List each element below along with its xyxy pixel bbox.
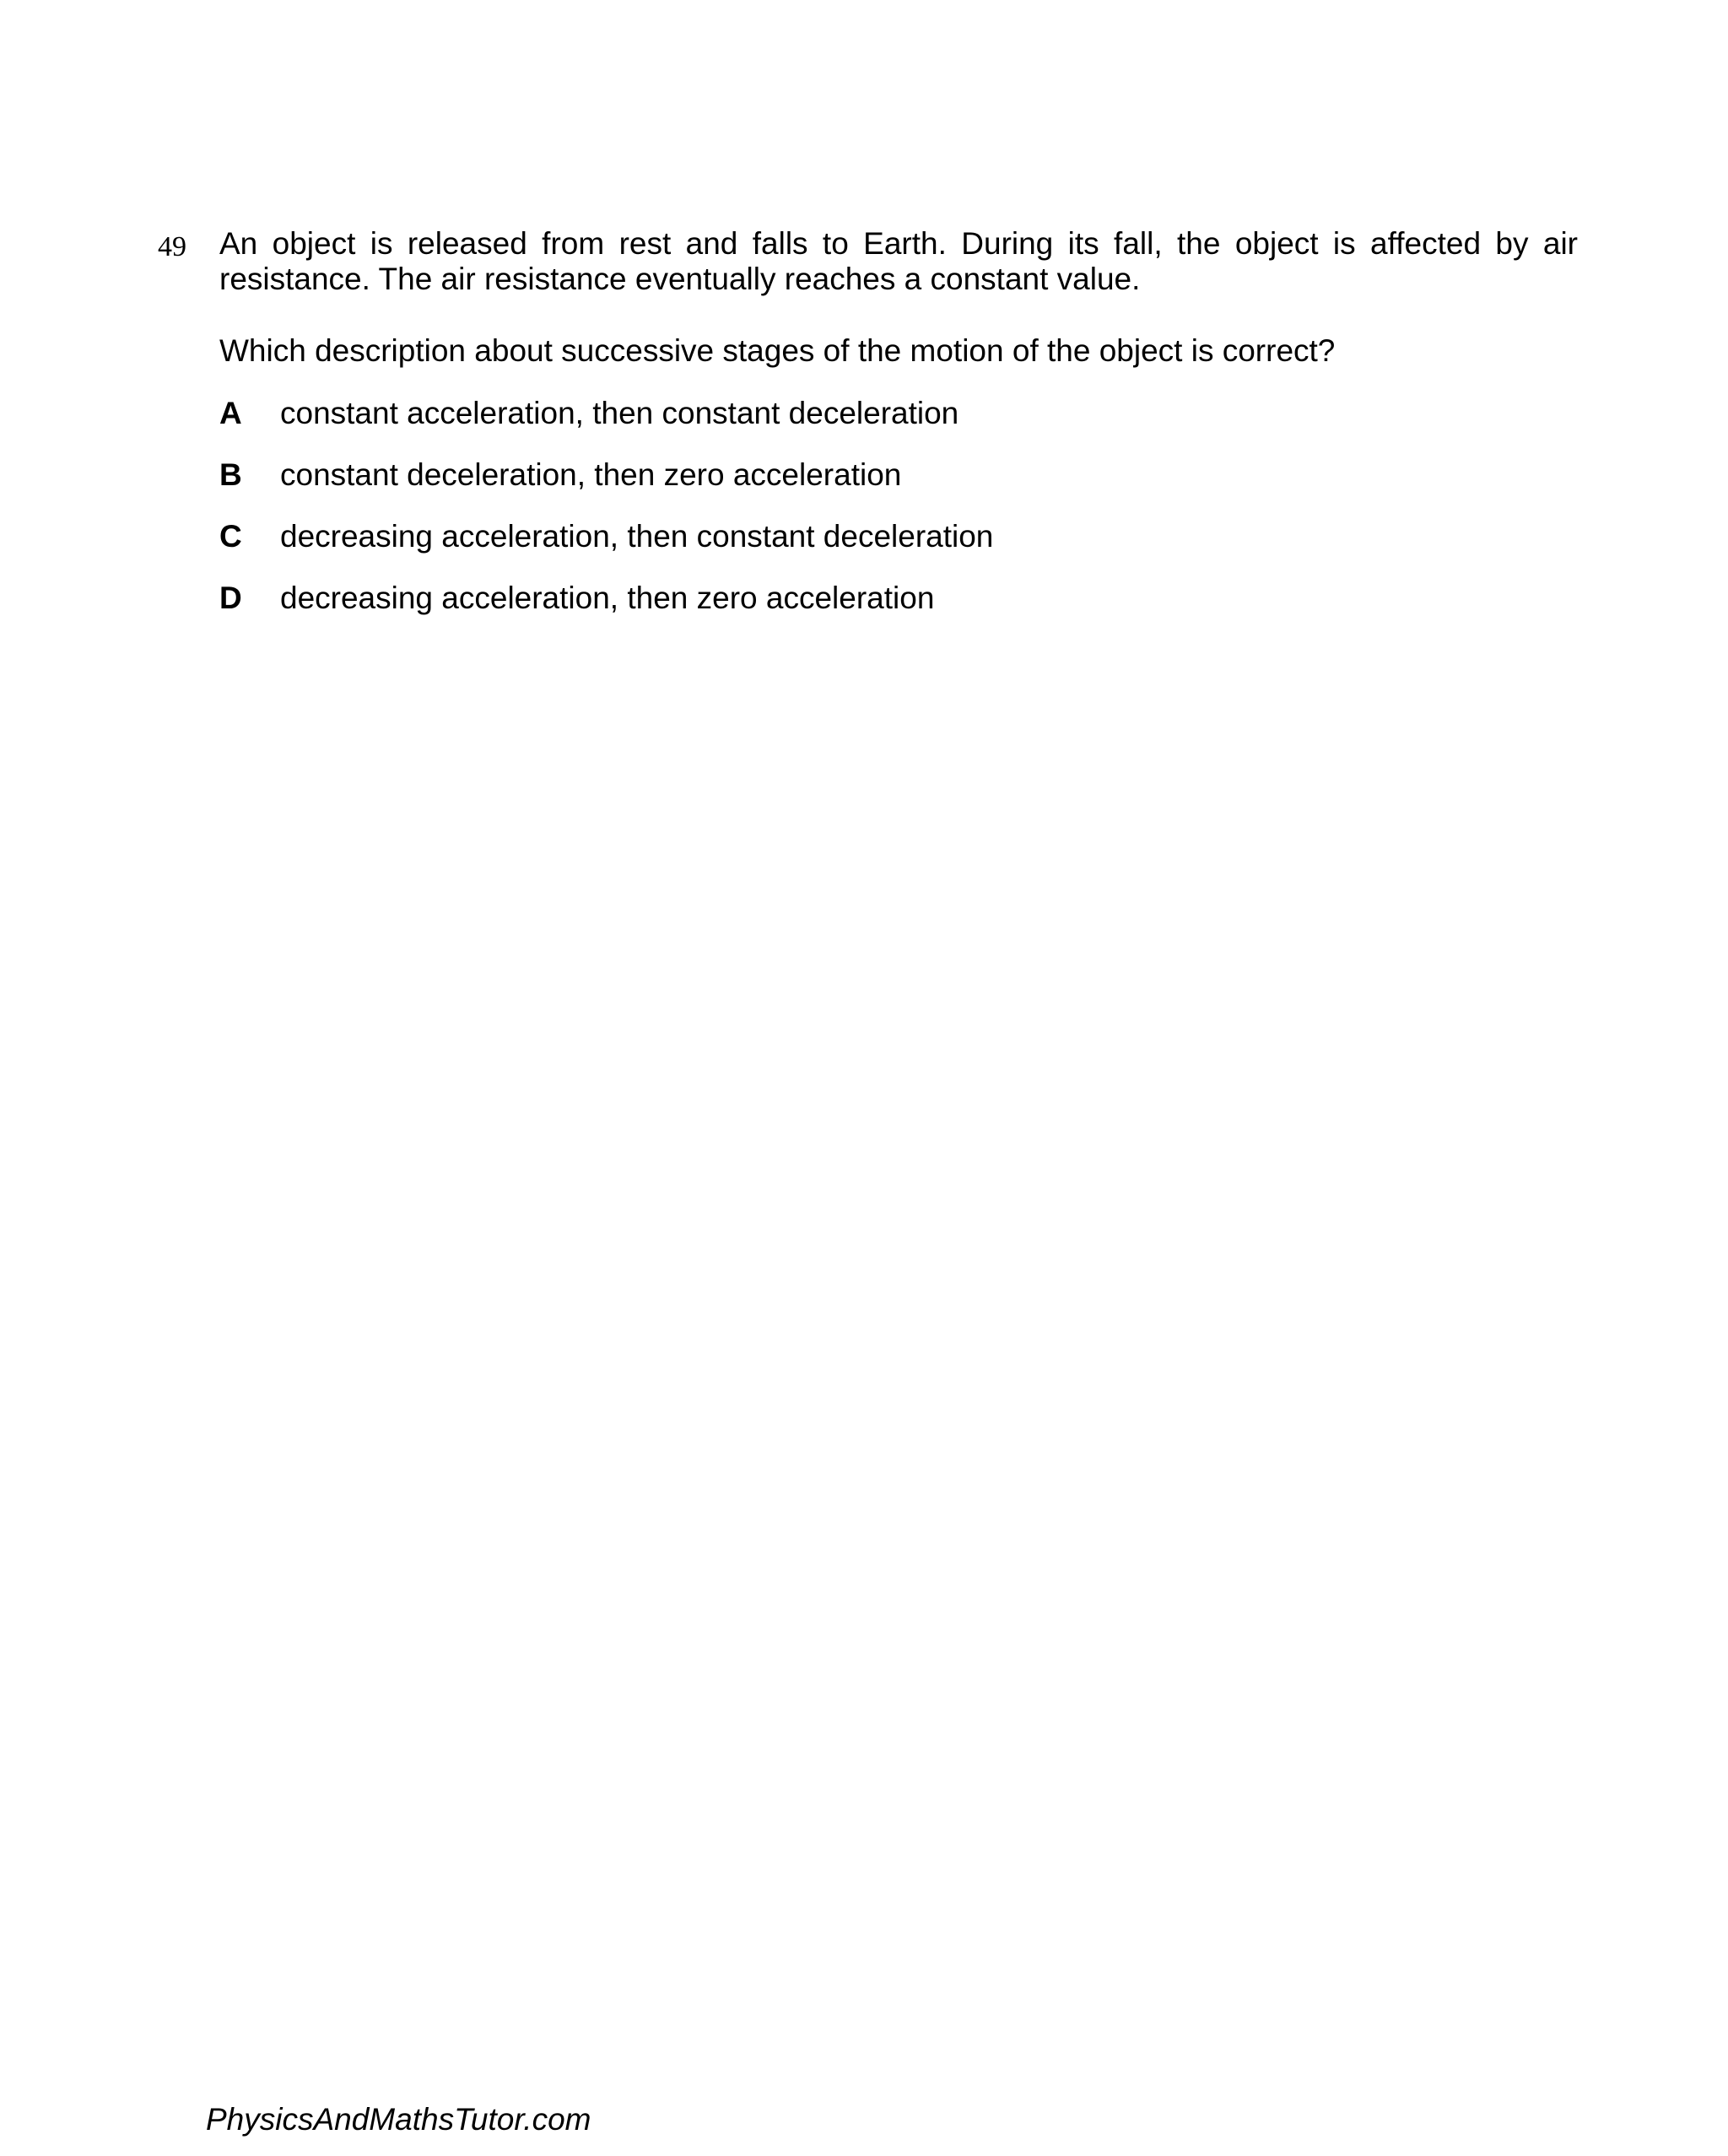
option-letter: D xyxy=(219,581,242,615)
question-body xyxy=(219,226,1578,642)
question-block xyxy=(158,226,1578,642)
option-a xyxy=(219,396,1578,457)
option-text: decreasing acceleration, then constant deceleration xyxy=(280,519,994,554)
option-text: constant acceleration, then constant deceleration xyxy=(280,396,959,430)
question-prompt: Which description about successive stages of the motion of the object is correct? xyxy=(219,333,1336,368)
answer-options xyxy=(219,396,1578,642)
option-c xyxy=(219,519,1578,581)
option-letter: C xyxy=(219,519,242,554)
option-text: constant deceleration, then zero acceleration xyxy=(280,457,902,492)
option-letter: A xyxy=(219,396,242,430)
option-letter: B xyxy=(219,457,242,492)
footer-watermark: PhysicsAndMathsTutor.com xyxy=(206,2102,591,2137)
option-d xyxy=(219,581,1578,642)
question-stem: An object is released from rest and falls to Earth. During its fall, the object is affected by air resistance. The air resistance eventually reaches a constant value. xyxy=(219,226,1578,296)
option-b xyxy=(219,457,1578,519)
option-text: decreasing acceleration, then zero acceleration xyxy=(280,581,935,615)
question-number: 49 xyxy=(158,231,186,262)
